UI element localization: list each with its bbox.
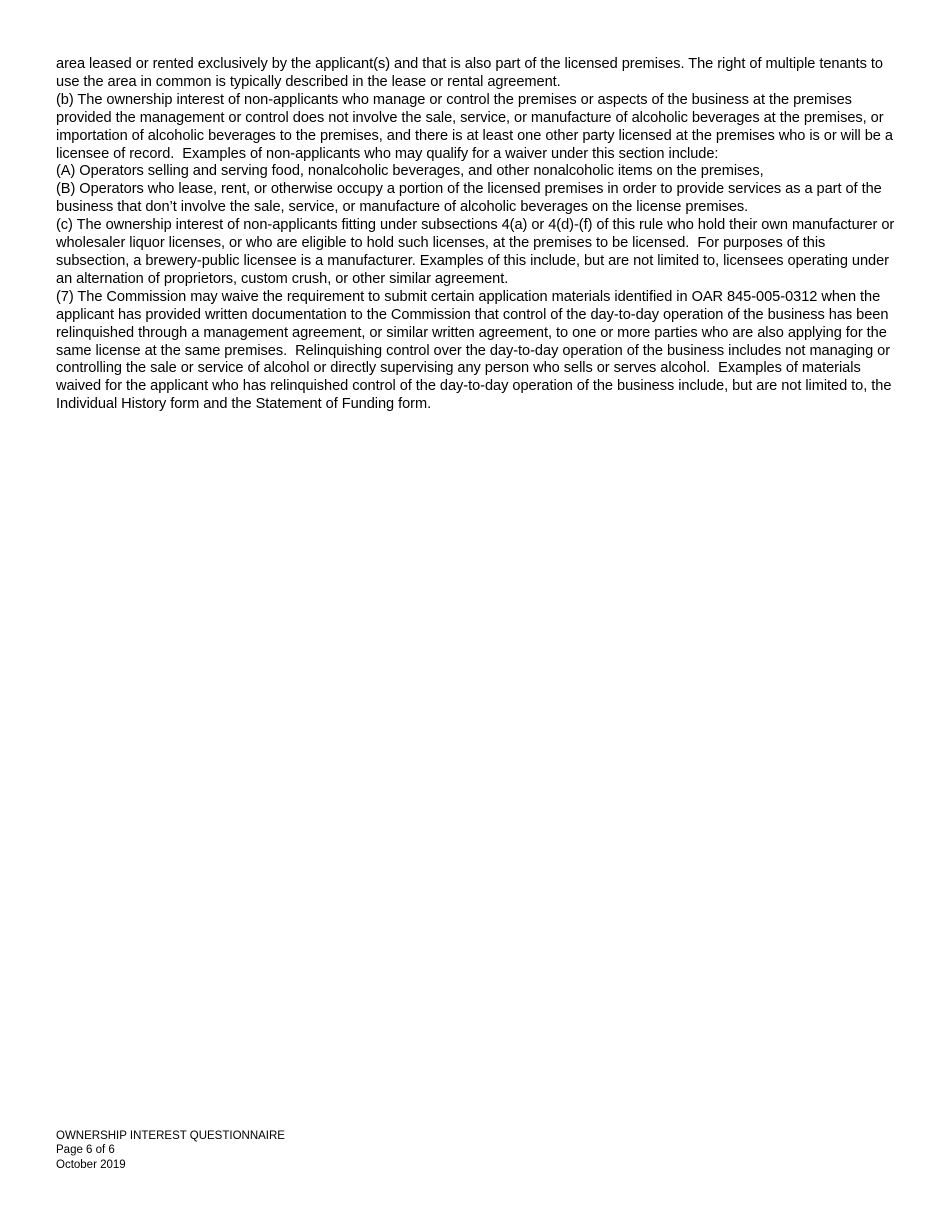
footer-date: October 2019 (56, 1158, 126, 1171)
footer-page-number: Page 6 of 6 (56, 1144, 115, 1157)
paragraph-b-a: (A) Operators selling and serving food, nonalcoholic beverages, and other nonalcoholic items on the premises, (56, 163, 764, 180)
paragraph-continuation: area leased or rented exclusively by the applicant(s) and that is also part of the licensed premises. The right of multiple tenants to use the area in common is typically described in the lease or rental agreement. (56, 56, 887, 90)
paragraph-b: (b) The ownership interest of non-applicants who manage or control the premises or aspects of the business at the premises provided the management or control does not involve the sale, service, or manufacture of alcoholic beverages at the premises, or importation of alcoholic beverages to the premises, and there is at least one other party licensed at the premises who is or will be a licensee of record. Examples of non-applicants who may qualify for a waiver under this section include: (56, 91, 897, 162)
paragraph-c: (c) The ownership interest of non-applicants fitting under subsections 4(a) or 4(d)-(f) of this rule who hold their own manufacturer or wholesaler liquor licenses, or who are eligible to hold such licenses, at the premises to be licensed. For purposes of this subsection, a brewery-public licensee is a manufacturer. Examples of this include, but are not limited to, licensees operating under an alternation of proprietors, custom crush, or other similar agreement. (56, 217, 899, 287)
document-body (56, 56, 899, 414)
footer-form-title: OWNERSHIP INTEREST QUESTIONNAIRE (56, 1130, 285, 1142)
page-footer (56, 1129, 285, 1172)
paragraph-7: (7) The Commission may waive the requirement to submit certain application materials identified in OAR 845-005-0312 when the applicant has provided written documentation to the Commission that control of the day-to-day operation of the business has been relinquished through a management agreement, or similar written agreement, to one or more parties who are also applying for the same license at the same premises. Relinquishing control over the day-to-day operation of the business includes not managing or controlling the sale or service of alcohol or directly supervising any person who sells or serves alcohol. Examples of materials waived for the applicant who has relinquished control of the day-to-day operation of the business include, but are not limited to, the Individual History form and the Statement of Funding form. (56, 288, 896, 413)
paragraph-b-b: (B) Operators who lease, rent, or otherwise occupy a portion of the licensed premises in order to provide services as a part of the business that don’t involve the sale, service, or manufacture of alcoholic beverages on the license premises. (56, 181, 886, 216)
